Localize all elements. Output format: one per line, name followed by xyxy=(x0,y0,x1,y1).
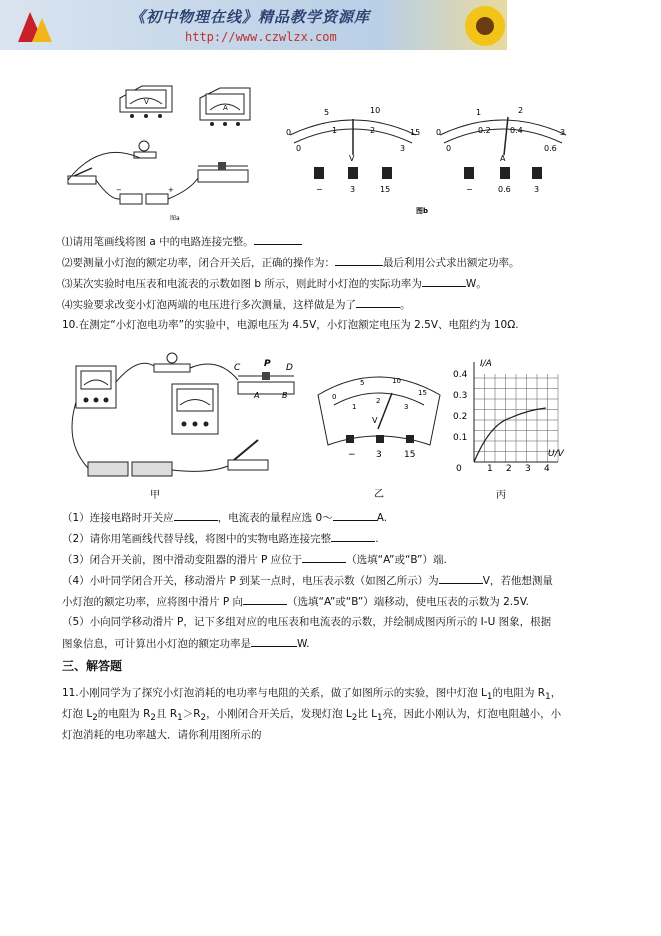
svg-text:A: A xyxy=(500,154,506,163)
ammeter-icon xyxy=(76,366,116,408)
q10-sub4-cont: 小灯泡的额定功率，应将图中滑片 P 向 （选填“A”或“B”）端移动，使电压表的示数为 2.5V. xyxy=(62,596,529,608)
answer-blank[interactable] xyxy=(356,297,400,308)
figure-yi-voltmeter xyxy=(312,365,447,500)
svg-text:0.6: 0.6 xyxy=(544,144,557,153)
svg-text:0: 0 xyxy=(436,128,442,137)
svg-text:0.1: 0.1 xyxy=(453,433,468,443)
answer-blank[interactable] xyxy=(335,255,383,266)
svg-text:5: 5 xyxy=(360,379,365,387)
figure-jia-caption: 甲 xyxy=(150,490,160,501)
bulb-icon xyxy=(134,141,156,158)
answer-blank[interactable] xyxy=(302,552,346,563)
svg-text:15: 15 xyxy=(380,185,391,194)
logo-icon xyxy=(8,4,68,46)
switch-icon xyxy=(68,168,96,184)
svg-text:0.3: 0.3 xyxy=(453,391,468,401)
svg-text:0: 0 xyxy=(286,128,292,137)
figure-bing-graph xyxy=(450,352,585,504)
graph-grid xyxy=(474,374,558,462)
figure-b-meters xyxy=(278,95,578,220)
q9-part2: ⑵要测量小灯泡的额定功率，闭合开关后，正确的操作为： 最后利用公式求出额定功率。 xyxy=(62,257,520,269)
answer-blank[interactable] xyxy=(254,234,302,245)
svg-text:V: V xyxy=(372,416,378,425)
switch-icon xyxy=(228,440,268,470)
svg-text:+: + xyxy=(168,186,174,194)
svg-text:3: 3 xyxy=(376,450,382,460)
svg-text:−: − xyxy=(316,185,323,194)
svg-text:P: P xyxy=(264,359,271,369)
x-axis-label: U/V xyxy=(548,449,564,459)
svg-text:−: − xyxy=(348,450,356,460)
q11-line1: 11.小刚同学为了探究小灯泡消耗的电功率与电阻的关系，做了如图所示的实验，图中灯泡 $L_1$的电阻为 $R_1$， xyxy=(62,687,562,703)
svg-text:0.4: 0.4 xyxy=(510,126,523,135)
answer-blank[interactable] xyxy=(439,573,483,584)
svg-text:15: 15 xyxy=(418,389,427,397)
svg-text:V: V xyxy=(349,154,355,163)
svg-text:0.2: 0.2 xyxy=(478,126,491,135)
figure-jia-circuit xyxy=(68,352,298,502)
q10-sub1: （1）连接电路时开关应 ，电流表的量程应选 0～ A. xyxy=(62,512,388,524)
svg-text:2: 2 xyxy=(518,106,524,115)
voltmeter-symbol: V xyxy=(144,98,149,106)
svg-text:D: D xyxy=(286,363,293,373)
ammeter-needle xyxy=(504,117,508,155)
svg-text:3: 3 xyxy=(350,185,356,194)
svg-text:2: 2 xyxy=(370,126,376,135)
answer-blank[interactable] xyxy=(174,510,218,521)
svg-text:5: 5 xyxy=(324,108,330,117)
banner-url[interactable]: http://www.czwlzx.com xyxy=(185,30,337,44)
q10-stem: 10.在测定“小灯泡电功率”的实验中，电源电压为 4.5V，小灯泡额定电压为 2.5V、电阻约为 10Ω. xyxy=(62,319,519,331)
q11-line3: 灯泡消耗的电功率越大．请你利用图所示的 xyxy=(62,729,262,741)
voltmeter-icon xyxy=(120,86,172,118)
answer-blank[interactable] xyxy=(251,636,297,647)
answer-blank[interactable] xyxy=(333,510,377,521)
q9-part1: ⑴请用笔画线将图 a 中的电路连接完整。 xyxy=(62,234,302,249)
q9-part3: ⑶某次实验时电压表和电流表的示数如图 b 所示，则此时小灯泡的实际功率为 W。 xyxy=(62,278,487,290)
banner-title: 《初中物理在线》精品教学资源库 xyxy=(130,8,371,26)
section-title: 三、解答题 xyxy=(62,659,123,673)
q10-sub3: （3）闭合开关前，图中滑动变阻器的滑片 P 应位于 （选填“A”或“B”）端. xyxy=(62,554,447,566)
svg-text:−: − xyxy=(466,185,473,194)
answer-blank[interactable] xyxy=(422,276,466,287)
svg-text:0.4: 0.4 xyxy=(453,370,468,380)
svg-text:1: 1 xyxy=(332,126,338,135)
battery-icon xyxy=(116,186,174,204)
figure-a-circuit xyxy=(60,80,270,225)
svg-text:4: 4 xyxy=(544,464,550,474)
svg-text:B: B xyxy=(282,391,288,400)
svg-text:3: 3 xyxy=(404,403,409,411)
svg-text:2: 2 xyxy=(376,397,381,405)
q11-line2: 灯泡 $L_2$的电阻为 $R_2$且 $R_1>R_2$，小刚闭合开关后，发现灯泡 $L_2$比 $L_1$亮，因此小刚认为，灯泡电阻越小，小 xyxy=(62,708,562,724)
y-axis-label: I/A xyxy=(480,359,492,369)
voltmeter-dial xyxy=(286,106,420,194)
svg-text:1: 1 xyxy=(476,108,482,117)
q10-sub5-cont: 图象信息，可计算出小灯泡的额定功率是 W. xyxy=(62,638,310,650)
svg-text:2: 2 xyxy=(506,464,512,474)
svg-text:0: 0 xyxy=(456,464,462,474)
sunflower-icon xyxy=(455,0,507,50)
iu-curve xyxy=(474,408,546,462)
ammeter-icon xyxy=(200,88,250,126)
svg-text:15: 15 xyxy=(404,450,416,460)
svg-text:3: 3 xyxy=(560,128,566,137)
bulb-icon xyxy=(154,353,190,372)
ammeter-dial xyxy=(436,106,566,194)
svg-text:0: 0 xyxy=(296,144,302,153)
svg-text:1: 1 xyxy=(352,403,357,411)
figure-yi-caption: 乙 xyxy=(374,489,384,500)
svg-text:0.2: 0.2 xyxy=(453,412,468,422)
q9-part4: ⑷实验要求改变小灯泡两端的电压进行多次测量，这样做是为了 。 xyxy=(62,299,411,311)
q10-sub5: （5）小向同学移动滑片 P，记下多组对应的电压表和电流表的示数，并绘制成图丙所示的 I-U 图象，根据 xyxy=(62,616,552,628)
q10-sub4: （4）小叶同学闭合开关，移动滑片 P 到某一点时，电压表示数（如图乙所示）为 V，若他想测量 xyxy=(62,575,553,587)
svg-text:0: 0 xyxy=(332,393,337,401)
svg-text:0.6: 0.6 xyxy=(498,185,511,194)
svg-text:10: 10 xyxy=(392,377,401,385)
answer-blank[interactable] xyxy=(331,531,375,542)
svg-text:3: 3 xyxy=(525,464,531,474)
answer-blank[interactable] xyxy=(243,594,287,605)
rheostat-icon xyxy=(234,359,294,400)
figure-a-caption: 图a xyxy=(170,215,180,222)
voltmeter-icon xyxy=(172,384,218,434)
q10-sub2: （2）请你用笔画线代替导线，将图中的实物电路连接完整 . xyxy=(62,533,379,545)
svg-text:10: 10 xyxy=(370,106,381,115)
header-banner xyxy=(0,0,507,50)
battery-icon xyxy=(88,462,172,476)
figure-b-caption: 图b xyxy=(416,207,429,215)
svg-text:3: 3 xyxy=(400,144,406,153)
svg-text:3: 3 xyxy=(534,185,540,194)
svg-text:A: A xyxy=(254,391,260,400)
svg-text:1: 1 xyxy=(487,464,493,474)
svg-text:−: − xyxy=(116,186,122,194)
svg-text:C: C xyxy=(234,363,241,373)
svg-text:15: 15 xyxy=(410,128,421,137)
rheostat-icon xyxy=(198,162,248,182)
figure-bing-caption: 丙 xyxy=(496,490,506,501)
ammeter-symbol: A xyxy=(223,104,228,112)
svg-text:0: 0 xyxy=(446,144,452,153)
